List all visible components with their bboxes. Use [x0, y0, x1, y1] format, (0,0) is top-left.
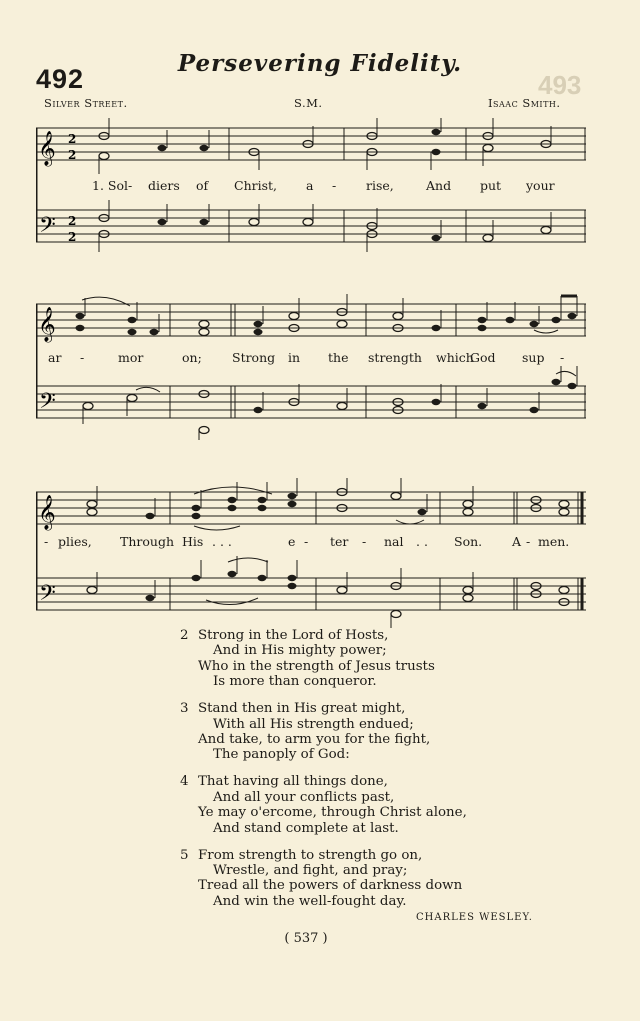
verse-2 — [180, 628, 500, 690]
verse-line: And win the well-fought day. — [213, 893, 407, 909]
lyrics-line-2: ar - mor on; Strong in the strength which God sup - — [48, 350, 565, 365]
hymn-number: 492 — [36, 64, 85, 94]
verse-line: Ye may o'ercome, through Christ alone, — [198, 805, 467, 821]
svg-text:𝄢: 𝄢 — [39, 581, 56, 611]
svg-text:2: 2 — [68, 230, 77, 244]
svg-text:𝄞: 𝄞 — [38, 495, 56, 530]
svg-text:𝄞: 𝄞 — [38, 131, 56, 166]
verse-line: And all your conflicts past, — [213, 789, 395, 805]
verse-line: And in His mighty power; — [213, 643, 387, 659]
lyricist-credit: CHARLES WESLEY. — [416, 912, 533, 923]
bleed-through-hymn-number: 493 — [538, 70, 582, 100]
verse-number: 4 — [180, 774, 189, 790]
verse-line: The panoply of God: — [213, 747, 350, 763]
verse-line: That having all things done, — [198, 774, 388, 790]
verse-line: Stand then in His great might, — [198, 701, 406, 717]
verse-5 — [180, 848, 500, 910]
verse-line: With all His strength endued; — [213, 716, 414, 732]
verse-3 — [180, 701, 500, 763]
verse-number: 5 — [180, 847, 189, 863]
lyrics-line-3: - plies, Through His . . . e - ter - nal . . Son. A - men. — [44, 534, 570, 549]
verse-line: From strength to strength go on, — [198, 847, 423, 863]
composer: Isaac Smith. — [488, 96, 561, 110]
verse-4 — [180, 774, 500, 836]
svg-text:2: 2 — [68, 214, 77, 228]
lyrics-line-1: 1. Sol- diers of Christ, a - rise, And put your — [92, 178, 555, 193]
music-system-3 — [36, 478, 586, 628]
meter: S.M. — [294, 96, 323, 110]
verse-number: 3 — [180, 701, 189, 717]
svg-text:𝄢: 𝄢 — [39, 213, 56, 243]
verse-number: 2 — [180, 628, 189, 643]
verse-line: Tread all the powers of darkness down — [198, 878, 463, 894]
verse-line: Who in the strength of Jesus trusts — [198, 658, 435, 674]
verse-line: And stand complete at last. — [213, 820, 399, 836]
svg-text:2: 2 — [68, 132, 77, 146]
verse-line: Strong in the Lord of Hosts, — [198, 628, 389, 643]
music-system-2 — [36, 290, 586, 450]
hymn-title: Persevering Fidelity. — [177, 50, 463, 77]
tune-name: Silver Street. — [44, 96, 128, 110]
verses-block — [180, 628, 500, 921]
staff-notation-3 — [36, 478, 586, 628]
verse-line: Is more than conqueror. — [213, 674, 377, 690]
music-system-1 — [36, 118, 586, 268]
page-number: ( 537 ) — [284, 931, 328, 946]
svg-text:2: 2 — [68, 148, 77, 162]
svg-text:𝄢: 𝄢 — [39, 389, 56, 419]
verse-line: Wrestle, and fight, and pray; — [213, 863, 408, 879]
staff-notation-2 — [36, 290, 586, 450]
verse-line: And take, to arm you for the fight, — [198, 732, 431, 748]
svg-text:𝄞: 𝄞 — [38, 307, 56, 342]
